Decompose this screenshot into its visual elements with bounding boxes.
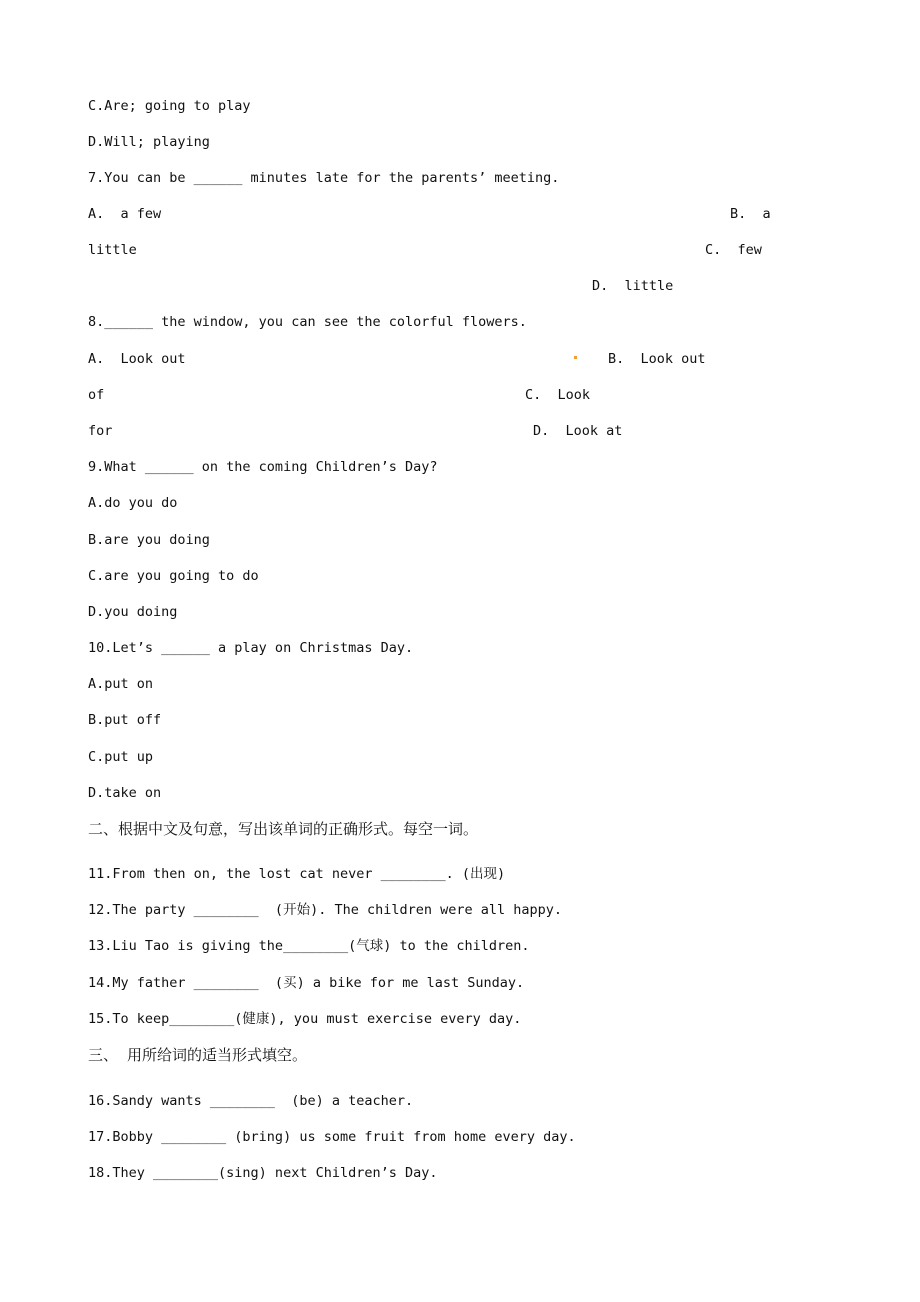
question-16: 16.Sandy wants ________ (be) a teacher.: [88, 1093, 414, 1109]
question-14: 14.My father ________ (买) a bike for me last Sunday.: [88, 975, 525, 991]
option-8c: C. Look: [525, 387, 591, 403]
question-9: 9.What ______ on the coming Children’s Day?: [88, 459, 438, 475]
option-9b: B.are you doing: [88, 532, 210, 548]
section-3-heading: 三、 用所给词的适当形式填空。: [88, 1046, 308, 1064]
option-10a: A.put on: [88, 676, 154, 692]
option-8a: A. Look out: [88, 351, 186, 367]
question-12: 12.The party ________ (开始). The children were all happy.: [88, 902, 563, 918]
option-6c: C.Are; going to play: [88, 98, 251, 114]
question-7: 7.You can be ______ minutes late for the parents’ meeting.: [88, 170, 560, 186]
option-10b: B.put off: [88, 712, 162, 728]
option-7b-cont: little: [88, 242, 137, 258]
question-13: 13.Liu Tao is giving the________(气球) to the children.: [88, 938, 530, 954]
option-7c: C. few: [705, 242, 762, 258]
option-9a: A.do you do: [88, 495, 178, 511]
question-10: 10.Let’s ______ a play on Christmas Day.: [88, 640, 414, 656]
option-8b: B. Look out: [608, 351, 706, 367]
option-10d: D.take on: [88, 785, 162, 801]
option-9c: C.are you going to do: [88, 568, 259, 584]
section-2-heading: 二、根据中文及句意，写出该单词的正确形式。每空一词。: [88, 820, 479, 838]
question-18: 18.They ________(sing) next Children’s Day.: [88, 1165, 438, 1181]
question-17: 17.Bobby ________ (bring) us some fruit from home every day.: [88, 1129, 576, 1145]
option-8b-cont: of: [88, 387, 105, 403]
option-7a: A. a few: [88, 206, 162, 222]
option-7d: D. little: [592, 278, 674, 294]
option-6d: D.Will; playing: [88, 134, 210, 150]
orange-dot-mark: [574, 356, 577, 359]
question-8: 8.______ the window, you can see the colorful flowers.: [88, 314, 527, 330]
option-10c: C.put up: [88, 749, 154, 765]
option-9d: D.you doing: [88, 604, 178, 620]
question-11: 11.From then on, the lost cat never ________. (出现): [88, 866, 506, 882]
option-8d: D. Look at: [533, 423, 623, 439]
option-8c-cont: for: [88, 423, 113, 439]
question-15: 15.To keep________(健康), you must exercise every day.: [88, 1011, 522, 1027]
option-7b: B. a: [730, 206, 771, 222]
